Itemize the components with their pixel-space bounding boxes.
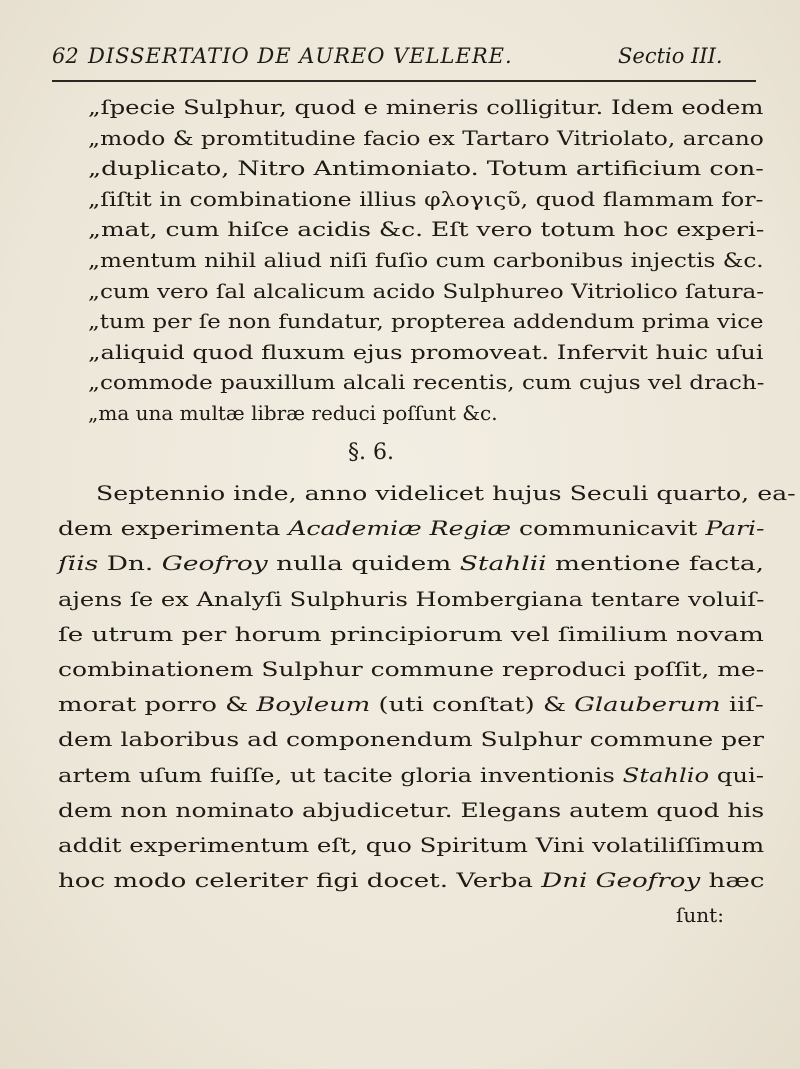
text-run: hæc	[700, 868, 765, 893]
text-run: ſe utrum per horum principiorum vel ſimilium novam	[58, 621, 764, 646]
quoted-line: „ſpecie Sulphur, quod e mineris colligitur. Idem eodem	[88, 95, 764, 119]
quoted-line: „tum per ſe non fundatur, propterea addendum prima vice	[88, 309, 764, 334]
body-line	[58, 656, 764, 682]
body-line	[676, 902, 724, 928]
body-line	[58, 867, 765, 893]
quoted-line: „ma una multæ libræ reduci poſſunt &c.	[88, 401, 498, 425]
body-line	[58, 762, 764, 788]
section-label: Sectio III.	[618, 44, 723, 68]
text-run: Dn.	[98, 551, 162, 576]
italic-name: Stahlio	[622, 762, 710, 787]
text-run: mentione facta,	[546, 551, 765, 576]
body-line	[58, 691, 764, 717]
text-run: addit experimentum eſt, quo Spiritum Vini volatiliſſimum	[58, 833, 765, 857]
body-line	[58, 726, 764, 752]
text-run: ſunt:	[676, 903, 724, 928]
body-line	[58, 515, 765, 541]
quoted-line: „modo & promtitudine facio ex Tartaro Vitriolato, arcano	[88, 125, 764, 150]
text-run: combinationem Sulphur commune reproduci poſſit, me-	[58, 657, 765, 681]
italic-name: Geofroy	[161, 551, 268, 576]
text-run: dem non nominato abjudicetur. Elegans autem quod his	[58, 797, 765, 822]
body-line	[58, 797, 764, 823]
italic-name: Stahlii	[459, 551, 547, 576]
quoted-line: „commode pauxillum alcali recentis, cum cujus vel drach-	[88, 370, 765, 395]
italic-name: Academiæ Regiæ	[288, 516, 512, 541]
text-run: morat porro &	[58, 692, 257, 717]
header-rule	[52, 80, 756, 82]
text-run: iiſ-	[720, 692, 764, 717]
quoted-line: „cum vero ſal alcalicum acido Sulphureo Vitriolico ſatura-	[88, 278, 765, 303]
quoted-line: „ſiſtit in combinatione illius φλογιςῦ, quod flammam for-	[88, 186, 764, 211]
running-header	[52, 44, 792, 74]
text-run: (uti conſtat) &	[370, 692, 575, 717]
quoted-line: „duplicato, Nitro Antimoniato. Totum artificium con-	[88, 156, 764, 181]
text-run: Septennio inde, anno videlicet hujus Seculi quarto, ea-	[96, 481, 796, 505]
body-line	[58, 550, 764, 576]
body-line	[58, 832, 764, 858]
page-number: 62	[52, 44, 79, 68]
italic-name: Glauberum	[574, 692, 721, 717]
text-run: artem uſum fuiſſe, ut tacite gloria inventionis	[58, 762, 623, 787]
text-run: dem experimenta	[58, 516, 289, 541]
body-line	[96, 480, 796, 506]
text-run: nulla quidem	[267, 551, 460, 576]
italic-name: Pari-	[705, 516, 765, 541]
italic-name: Boyleum	[256, 692, 371, 717]
italic-name: ſiis	[58, 551, 99, 576]
section-number: §. 6.	[348, 440, 394, 465]
italic-name: Dni Geofroy	[541, 868, 701, 893]
text-run: ajens ſe ex Analyſi Sulphuris Hombergiana tentare voluiſ-	[58, 586, 765, 611]
body-line	[58, 621, 764, 647]
text-run: qui-	[709, 762, 765, 787]
quoted-line: „mentum nihil aliud niſi fuſio cum carbonibus injectis &c.	[88, 248, 764, 272]
quoted-line: „mat, cum hiſce acidis &c. Eſt vero totum hoc experi-	[88, 217, 765, 242]
text-run: communicavit	[511, 516, 706, 541]
text-run: hoc modo celeriter figi docet. Verba	[58, 868, 542, 893]
text-run: dem laboribus ad componendum Sulphur commune per	[58, 727, 764, 752]
running-title: DISSERTATIO DE AUREO VELLERE.	[88, 44, 513, 68]
quoted-line: „aliquid quod fluxum ejus promoveat. Infervit huic uſui	[88, 339, 764, 364]
body-line	[58, 586, 764, 612]
